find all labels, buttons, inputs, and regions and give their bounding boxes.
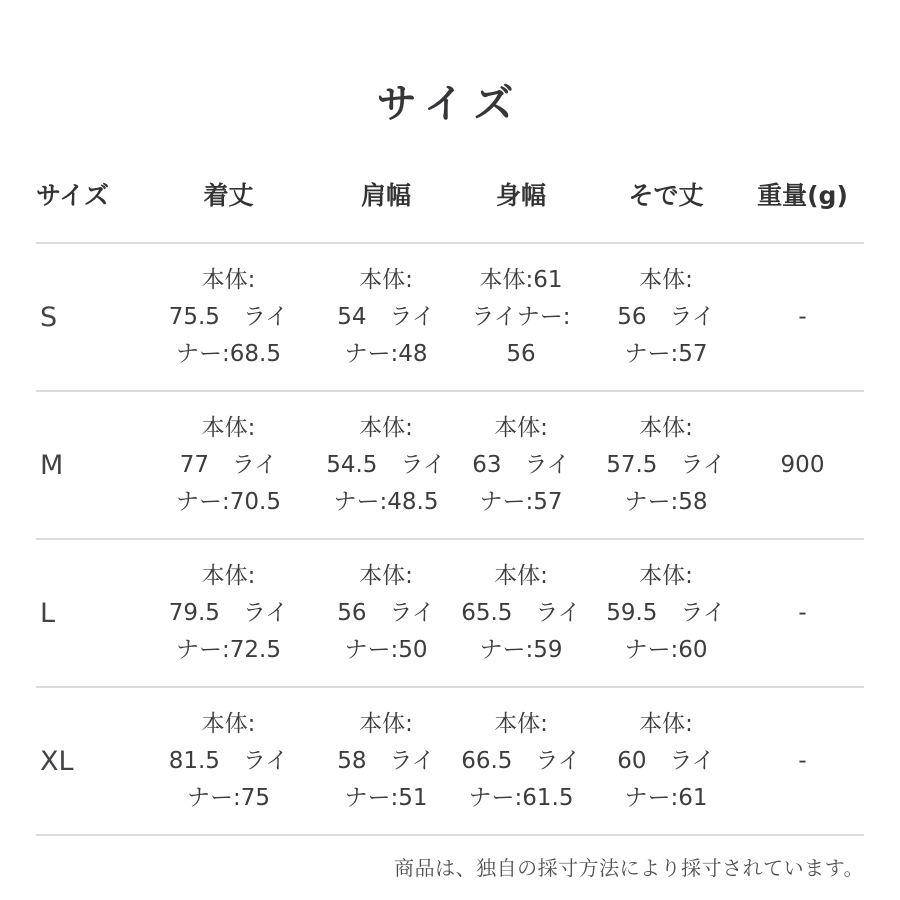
cell-line: ナー:61.5 <box>468 784 574 811</box>
cell-line: 54.5 ライ <box>326 451 446 478</box>
cell-weight <box>741 299 864 336</box>
cell-shoulder-width <box>321 410 451 521</box>
cell-line: 79.5 ライ <box>168 599 289 626</box>
cell-line: ナー:57 <box>624 340 708 367</box>
cell-line: 本体: <box>639 710 693 737</box>
cell-line: 本体: <box>359 414 413 441</box>
cell-line: 57.5 ライ <box>606 451 726 478</box>
cell-line: 65.5 ライ <box>461 599 581 626</box>
cell-line: ナー:57 <box>479 488 563 515</box>
cell-line: 本体: <box>201 710 256 737</box>
cell-garment-length <box>136 706 321 817</box>
table-row <box>36 392 864 540</box>
cell-line: 本体: <box>494 414 548 441</box>
cell-weight <box>741 595 864 632</box>
size-table <box>36 130 864 836</box>
measurement-note: 商品は、独自の採寸方法により採寸されています。 <box>394 856 864 880</box>
cell-line: ナー:48.5 <box>333 488 439 515</box>
column-header-weight: 重量(g) <box>757 181 848 210</box>
cell-body-width <box>451 410 591 521</box>
cell-line: 58 ライ <box>337 747 435 774</box>
cell-line: 本体: <box>201 414 256 441</box>
table-row <box>36 688 864 836</box>
cell-line: - <box>798 599 807 626</box>
cell-line: ナー:68.5 <box>176 340 281 367</box>
column-header-body-width: 身幅 <box>495 181 546 210</box>
column-header-sleeve-length: そで丈 <box>628 181 704 210</box>
cell-line: 900 <box>780 451 825 478</box>
size-label: L <box>40 597 56 629</box>
table-row <box>36 540 864 688</box>
cell-line: ナー:50 <box>344 636 428 663</box>
cell-line: 66.5 ライ <box>461 747 581 774</box>
cell-line: 本体: <box>494 562 548 589</box>
cell-garment-length <box>136 558 321 669</box>
page-title: サイズ <box>376 81 524 127</box>
column-header-garment-length: 着丈 <box>203 181 254 210</box>
cell-body-width <box>451 706 591 817</box>
cell-sleeve-length <box>591 410 741 521</box>
cell-garment-length <box>136 410 321 521</box>
column-header-size: サイズ <box>36 181 110 210</box>
cell-line: 81.5 ライ <box>168 747 289 774</box>
table-header-row <box>36 130 864 244</box>
cell-line: ライナー: <box>471 303 571 330</box>
cell-line: 56 ライ <box>617 303 715 330</box>
cell-line: 本体: <box>639 562 693 589</box>
cell-sleeve-length <box>591 706 741 817</box>
cell-line: 本体:61 <box>479 266 563 293</box>
cell-line: 本体: <box>359 266 413 293</box>
cell-shoulder-width <box>321 706 451 817</box>
cell-garment-length <box>136 262 321 373</box>
cell-line: 本体: <box>201 266 256 293</box>
cell-line: ナー:70.5 <box>176 488 281 515</box>
size-label: M <box>40 449 64 481</box>
cell-line: 75.5 ライ <box>168 303 289 330</box>
cell-weight <box>741 447 864 484</box>
cell-line: ナー:75 <box>186 784 270 811</box>
cell-line: ナー:61 <box>624 784 708 811</box>
cell-sleeve-length <box>591 558 741 669</box>
table-body <box>36 244 864 836</box>
cell-line: 本体: <box>639 266 693 293</box>
cell-shoulder-width <box>321 558 451 669</box>
cell-line: ナー:72.5 <box>176 636 281 663</box>
cell-line: ナー:59 <box>479 636 563 663</box>
size-label: XL <box>40 745 74 777</box>
cell-line: 63 ライ <box>472 451 570 478</box>
cell-body-width <box>451 262 591 373</box>
cell-line: 本体: <box>639 414 693 441</box>
cell-line: ナー:60 <box>624 636 708 663</box>
table-row <box>36 244 864 392</box>
cell-weight <box>741 743 864 780</box>
cell-line: 56 <box>506 340 536 367</box>
cell-line: ナー:51 <box>344 784 428 811</box>
cell-line: 56 ライ <box>337 599 435 626</box>
cell-shoulder-width <box>321 262 451 373</box>
cell-line: ナー:58 <box>624 488 708 515</box>
size-label: S <box>40 301 58 333</box>
cell-line: - <box>798 747 807 774</box>
cell-body-width <box>451 558 591 669</box>
cell-line: 本体: <box>359 710 413 737</box>
cell-line: 77 ライ <box>179 451 278 478</box>
cell-line: 本体: <box>494 710 548 737</box>
cell-line: ナー:48 <box>344 340 428 367</box>
cell-line: 60 ライ <box>617 747 715 774</box>
column-header-shoulder-width: 肩幅 <box>360 181 411 210</box>
cell-line: 54 ライ <box>337 303 435 330</box>
cell-line: 本体: <box>359 562 413 589</box>
cell-line: 59.5 ライ <box>606 599 726 626</box>
cell-line: 本体: <box>201 562 256 589</box>
cell-sleeve-length <box>591 262 741 373</box>
cell-line: - <box>798 303 807 330</box>
